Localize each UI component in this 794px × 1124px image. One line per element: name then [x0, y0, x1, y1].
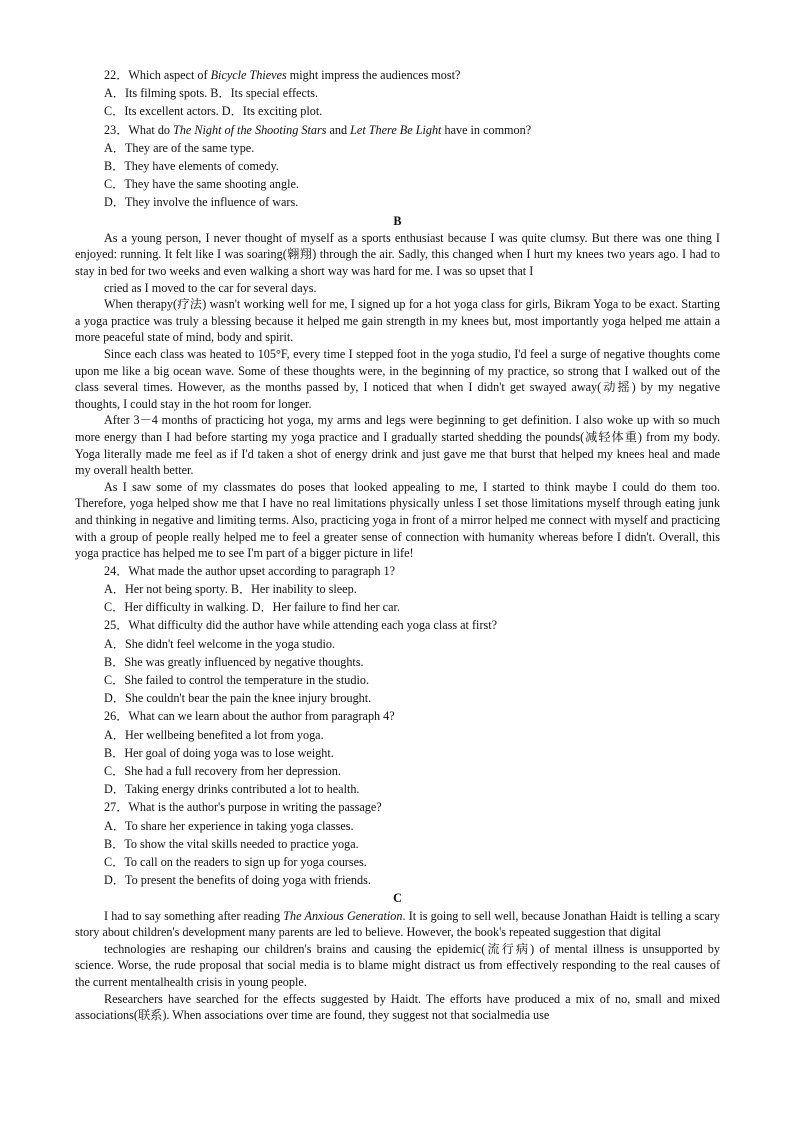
- question-22-options-cd: C．Its excellent actors. D．Its exciting plot.: [104, 104, 323, 119]
- question-26-stem: 26．What can we learn about the author from paragraph 4?: [104, 709, 395, 724]
- question-24-options-ab: A．Her not being sporty. B．Her inability to sleep.: [104, 581, 357, 596]
- film-title: Bicycle Thieves: [210, 68, 287, 82]
- question-27-option-d: D．To present the benefits of doing yoga with friends.: [104, 873, 371, 888]
- question-22-options-ab: A．Its filming spots. B．Its special effects.: [104, 86, 319, 101]
- section-b-heading: B: [393, 213, 402, 228]
- section-c-heading: C: [393, 891, 402, 906]
- question-25-stem: 25．What difficulty did the author have while attending each yoga class at first?: [104, 618, 498, 633]
- question-27-option-c: C．To call on the readers to sign up for yoga courses.: [104, 854, 367, 869]
- question-24-options-cd: C．Her difficulty in walking. D．Her failure to find her car.: [104, 600, 400, 615]
- section-b-paragraph-3: Since each class was heated to 105°F, every time I stepped foot in the yoga studio, I'd feel a surge of negative thoughts come upon me like a big ocean wave. Some of these thoughts were, in the beginning of my practice, so strong that I walked out of the class several times. However, as the months passed by, I noticed that when I didn't get swayed away(动摇) by my negative thoughts, I could stay in the hot room for longer.: [75, 346, 720, 411]
- question-26-option-d: D．Taking energy drinks contributed a lot to health.: [104, 782, 360, 797]
- question-22-stem: 22．Which aspect of Bicycle Thieves might impress the audiences most?: [104, 68, 461, 82]
- section-c-paragraph-2: Researchers have searched for the effects suggested by Haidt. The efforts have produced a mix of no, small and mixed associations(联系). When associations over time are found, they suggest not that socialmedia use: [75, 991, 720, 1023]
- section-b-paragraph-5: As I saw some of my classmates do poses that looked appealing to me, I started to think maybe I could do them too. Therefore, yoga helped show me that I have no real limitations physically unless I set those limitations myself through eating junk and thinking in negative and limiting terms. Also, practicing yoga in front of a mirror helped me connect with myself and practicing with a group of people really helped me to feel a greater sense of connection with humanity whereas before I didn't. Overall, this yoga practice has helped me to see I'm part of a bigger picture in life!: [75, 479, 720, 561]
- section-c-paragraph-1: I had to say something after reading The Anxious Generation. It is going to sell well, because Jonathan Haidt is telling a scary story about children's development many parents are led to believe. However, the book's repeated suggestion that digital: [75, 908, 720, 940]
- question-25-option-b: B．She was greatly influenced by negative thoughts.: [104, 654, 364, 669]
- question-26-option-b: B．Her goal of doing yoga was to lose weight.: [104, 745, 334, 760]
- question-27-option-b: B．To show the vital skills needed to practice yoga.: [104, 836, 359, 851]
- question-23-option-d: D．They involve the influence of wars.: [104, 195, 299, 210]
- film-title: Let There Be Light: [350, 122, 442, 137]
- question-26-option-a: A．Her wellbeing benefited a lot from yoga.: [104, 727, 324, 742]
- section-b-paragraph-4: After 3－4 months of practicing hot yoga, my arms and legs were beginning to get definition. I also woke up with so much more energy than I had before starting my yoga practice and I gradually started shedding the pounds(减轻体重) from my body. Yoga literally made me feel as if I'd taken a shot of energy drink and just gave me that burst that helped my knees heal and made my overall health better.: [75, 413, 720, 478]
- section-b-paragraph-1-continued: cried as I moved to the car for several days.: [104, 280, 317, 295]
- question-27-option-a: A．To share her experience in taking yoga classes.: [104, 818, 354, 833]
- question-25-option-d: D．She couldn't bear the pain the knee injury brought.: [104, 691, 372, 706]
- question-25-option-a: A．She didn't feel welcome in the yoga studio.: [104, 636, 336, 651]
- film-title: The Night of the Shooting Stars: [173, 122, 327, 137]
- question-24-stem: 24．What made the author upset according to paragraph 1?: [104, 563, 396, 578]
- book-title: The Anxious Generation: [283, 908, 403, 923]
- question-23-stem: 23．What do The Night of the Shooting Stars and Let There Be Light have in common?: [104, 122, 532, 137]
- question-23-option-c: C．They have the same shooting angle.: [104, 177, 299, 192]
- question-25-option-c: C．She failed to control the temperature in the studio.: [104, 672, 370, 687]
- question-23-option-a: A．They are of the same type.: [104, 140, 255, 155]
- question-26-option-c: C．She had a full recovery from her depression.: [104, 763, 341, 778]
- question-27-stem: 27．What is the author's purpose in writing the passage?: [104, 800, 382, 815]
- section-c-paragraph-1-continued: technologies are reshaping our children's brains and causing the epidemic(流行病) of mental illness is unsupported by science. Worse, the rude proposal that social media is to blame might distract us from effectively responding to the real causes of the current mentalhealth crisis in young people.: [75, 941, 720, 989]
- section-b-paragraph-2: When therapy(疗法) wasn't working well for me, I signed up for a hot yoga class for girls, Bikram Yoga to be exact. Starting a yoga practice was truly a blessing because it helped me gain strength in my knees but, most importantly yoga helped me attain a more peaceful state of mind, body and spirit.: [75, 297, 720, 345]
- section-b-paragraph-1: As a young person, I never thought of myself as a sports enthusiast because I was quite clumsy. But there was one thing I enjoyed: running. It felt like I was soaring(翱翔) through the air. Sadly, this changed when I hurt my knees two years ago. I had to stay in bed for two weeks and even walking a short way was hard for me. I was so upset that I: [75, 230, 720, 279]
- question-23-option-b: B．They have elements of comedy.: [104, 159, 279, 174]
